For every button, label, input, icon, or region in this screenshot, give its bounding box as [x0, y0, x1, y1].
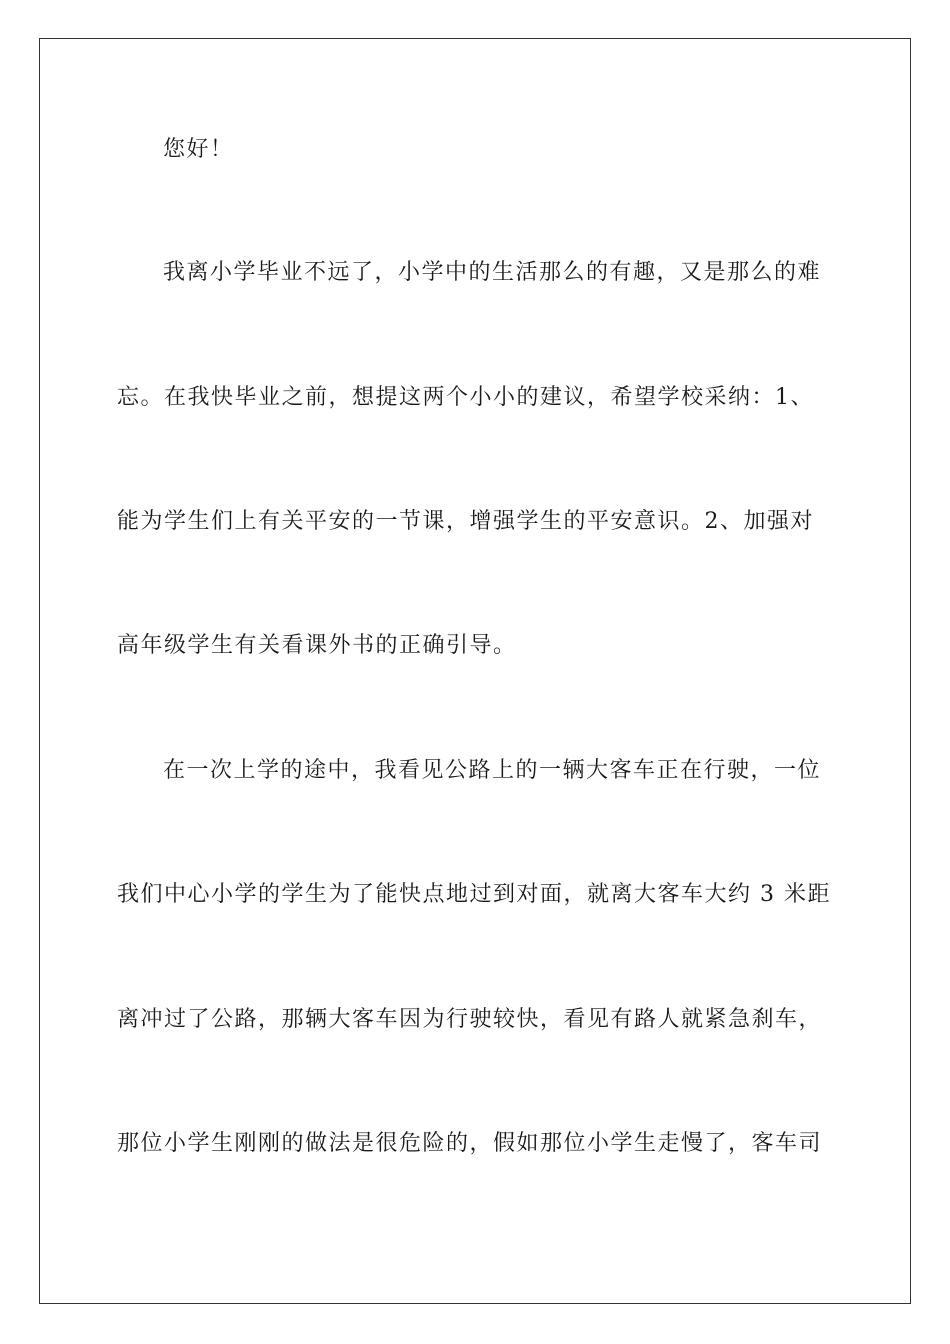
- paragraph-line: 高年级学生有关看课外书的正确引导。: [117, 633, 517, 658]
- paragraph-line: 能为学生们上有关平安的一节课，增强学生的平安意识。2、加强对: [117, 509, 814, 534]
- greeting-line: 您好！: [163, 137, 234, 162]
- paragraph-line: 我们中心小学的学生为了能快点地过到对面，就离大客车大约 3 米距: [117, 882, 831, 907]
- paragraph-line: 在一次上学的途中，我看见公路上的一辆大客车正在行驶，一位: [163, 758, 822, 783]
- paragraph-line: 忘。在我快毕业之前，想提这两个小小的建议，希望学校采纳：1、: [117, 385, 814, 410]
- paragraph-line: 离冲过了公路，那辆大客车因为行驶较快，看见有路人就紧急刹车，: [117, 1007, 823, 1032]
- paragraph-line: 那位小学生刚刚的做法是很危险的，假如那位小学生走慢了，客车司: [117, 1131, 823, 1156]
- paragraph-line: 我离小学毕业不远了，小学中的生活那么的有趣，又是那么的难: [163, 260, 822, 285]
- page-border: [39, 38, 911, 1304]
